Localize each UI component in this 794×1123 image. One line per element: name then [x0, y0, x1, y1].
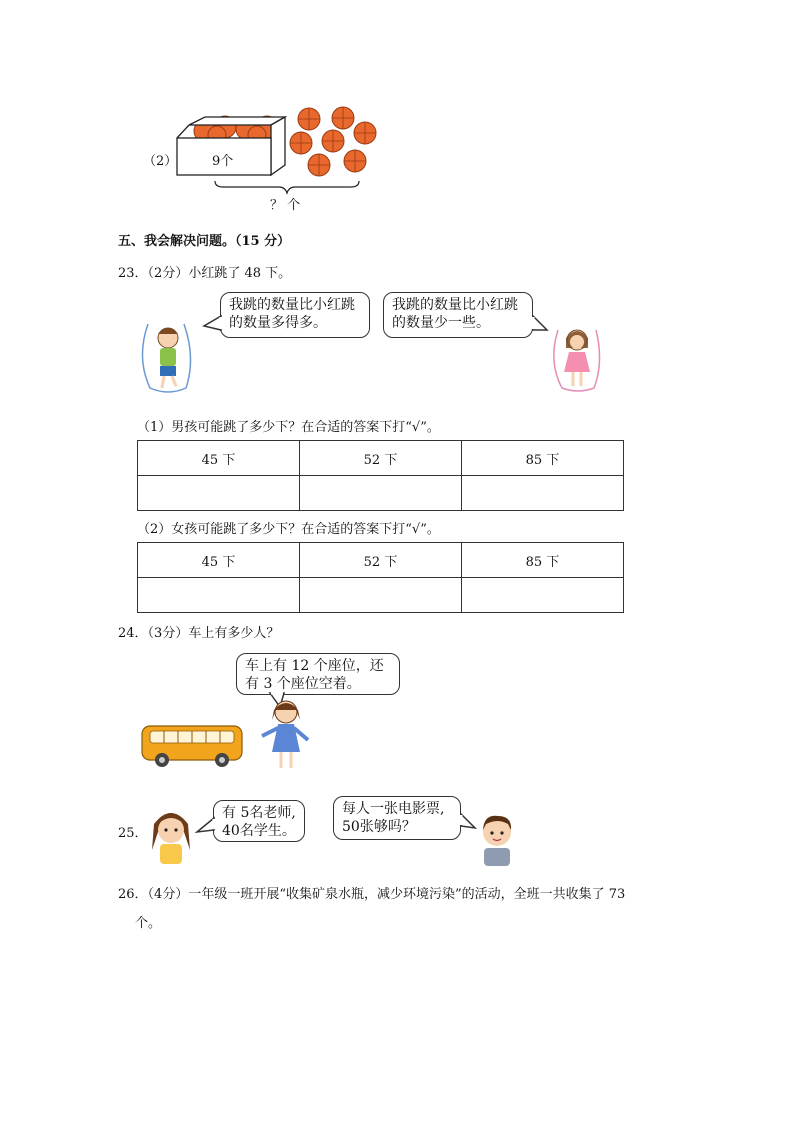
- q25-girl-speech-bubble: [213, 800, 305, 842]
- q26-line2: 个。: [135, 916, 162, 931]
- q23-sub1: （1）男孩可能跳了多少下？在合适的答案下打“√”。: [137, 420, 440, 435]
- box-top: [189, 117, 285, 125]
- t2-option-85: 85 下: [462, 543, 624, 578]
- q25-girl-bubble-line1: 有 5名老师,: [222, 805, 296, 821]
- t2-check-cell-85[interactable]: [462, 578, 624, 613]
- girl-bubble-line2: 的数量少一些。: [392, 315, 490, 331]
- t1-option-45: 45 下: [138, 441, 300, 476]
- boy-bubble-line2: 的数量多得多。: [229, 315, 327, 331]
- t1-option-52: 52 下: [300, 441, 462, 476]
- brace: [215, 181, 359, 193]
- q25-girl-illustration: [148, 806, 194, 866]
- t2-option-52: 52 下: [300, 543, 462, 578]
- q26-line1: 26．（4分）一年级一班开展“收集矿泉水瓶，减少环境污染”的活动，全班一共收集了 73: [118, 887, 626, 902]
- q25-boy-speech-bubble: [333, 796, 461, 840]
- boy-bubble-line1: 我跳的数量比小红跳: [229, 297, 355, 313]
- q24-bubble-line2: 有 3 个座位空着。: [245, 676, 361, 692]
- t1-check-cell-52[interactable]: [300, 476, 462, 511]
- q23-answer-table-1: [137, 440, 624, 511]
- q25-boy-bubble-line2: 50张够吗？: [342, 819, 416, 835]
- section-title: 五、我会解决问题。（15 分）: [118, 234, 291, 249]
- t1-check-cell-85[interactable]: [462, 476, 624, 511]
- q25-boy-illustration: [472, 808, 522, 868]
- boy-bubble-tail: [204, 316, 224, 336]
- q24-text: 24．（3分）车上有多少人？: [118, 626, 280, 641]
- t2-check-cell-52[interactable]: [300, 578, 462, 613]
- q25-boy-bubble-line1: 每人一张电影票,: [342, 801, 445, 817]
- figure-label: （2）: [143, 154, 178, 169]
- t2-option-45: 45 下: [138, 543, 300, 578]
- boy-jumping-rope-illustration: [138, 318, 198, 398]
- girl-bubble-line1: 我跳的数量比小红跳: [392, 297, 518, 313]
- girl-jumping-rope-illustration: [552, 318, 602, 398]
- box-side: [271, 117, 285, 175]
- q25-girl-bubble-tail: [197, 818, 217, 838]
- q25-girl-bubble-line2: 40名学生。: [222, 823, 296, 839]
- bus-illustration: [140, 722, 250, 772]
- question-total-label: ？ 个: [270, 198, 301, 213]
- q24-bubble-line1: 车上有 12 个座位，还: [245, 658, 384, 674]
- t1-check-cell-45[interactable]: [138, 476, 300, 511]
- girl-bubble-tail: [531, 316, 551, 336]
- q23-answer-table-2: [137, 542, 624, 613]
- q23-sub2: （2）女孩可能跳了多少下？在合适的答案下打“√”。: [137, 522, 440, 537]
- q24-speech-bubble: [236, 653, 400, 695]
- boy-speech-bubble: [220, 292, 370, 338]
- girl-pointing-illustration: [256, 696, 316, 776]
- box-count-label: 9个: [212, 154, 234, 169]
- q23-text: 23．（2分）小红跳了 48 下。: [118, 266, 292, 281]
- girl-speech-bubble: [383, 292, 533, 338]
- t2-check-cell-45[interactable]: [138, 578, 300, 613]
- t1-option-85: 85 下: [462, 441, 624, 476]
- q25-number: 25．: [118, 826, 148, 841]
